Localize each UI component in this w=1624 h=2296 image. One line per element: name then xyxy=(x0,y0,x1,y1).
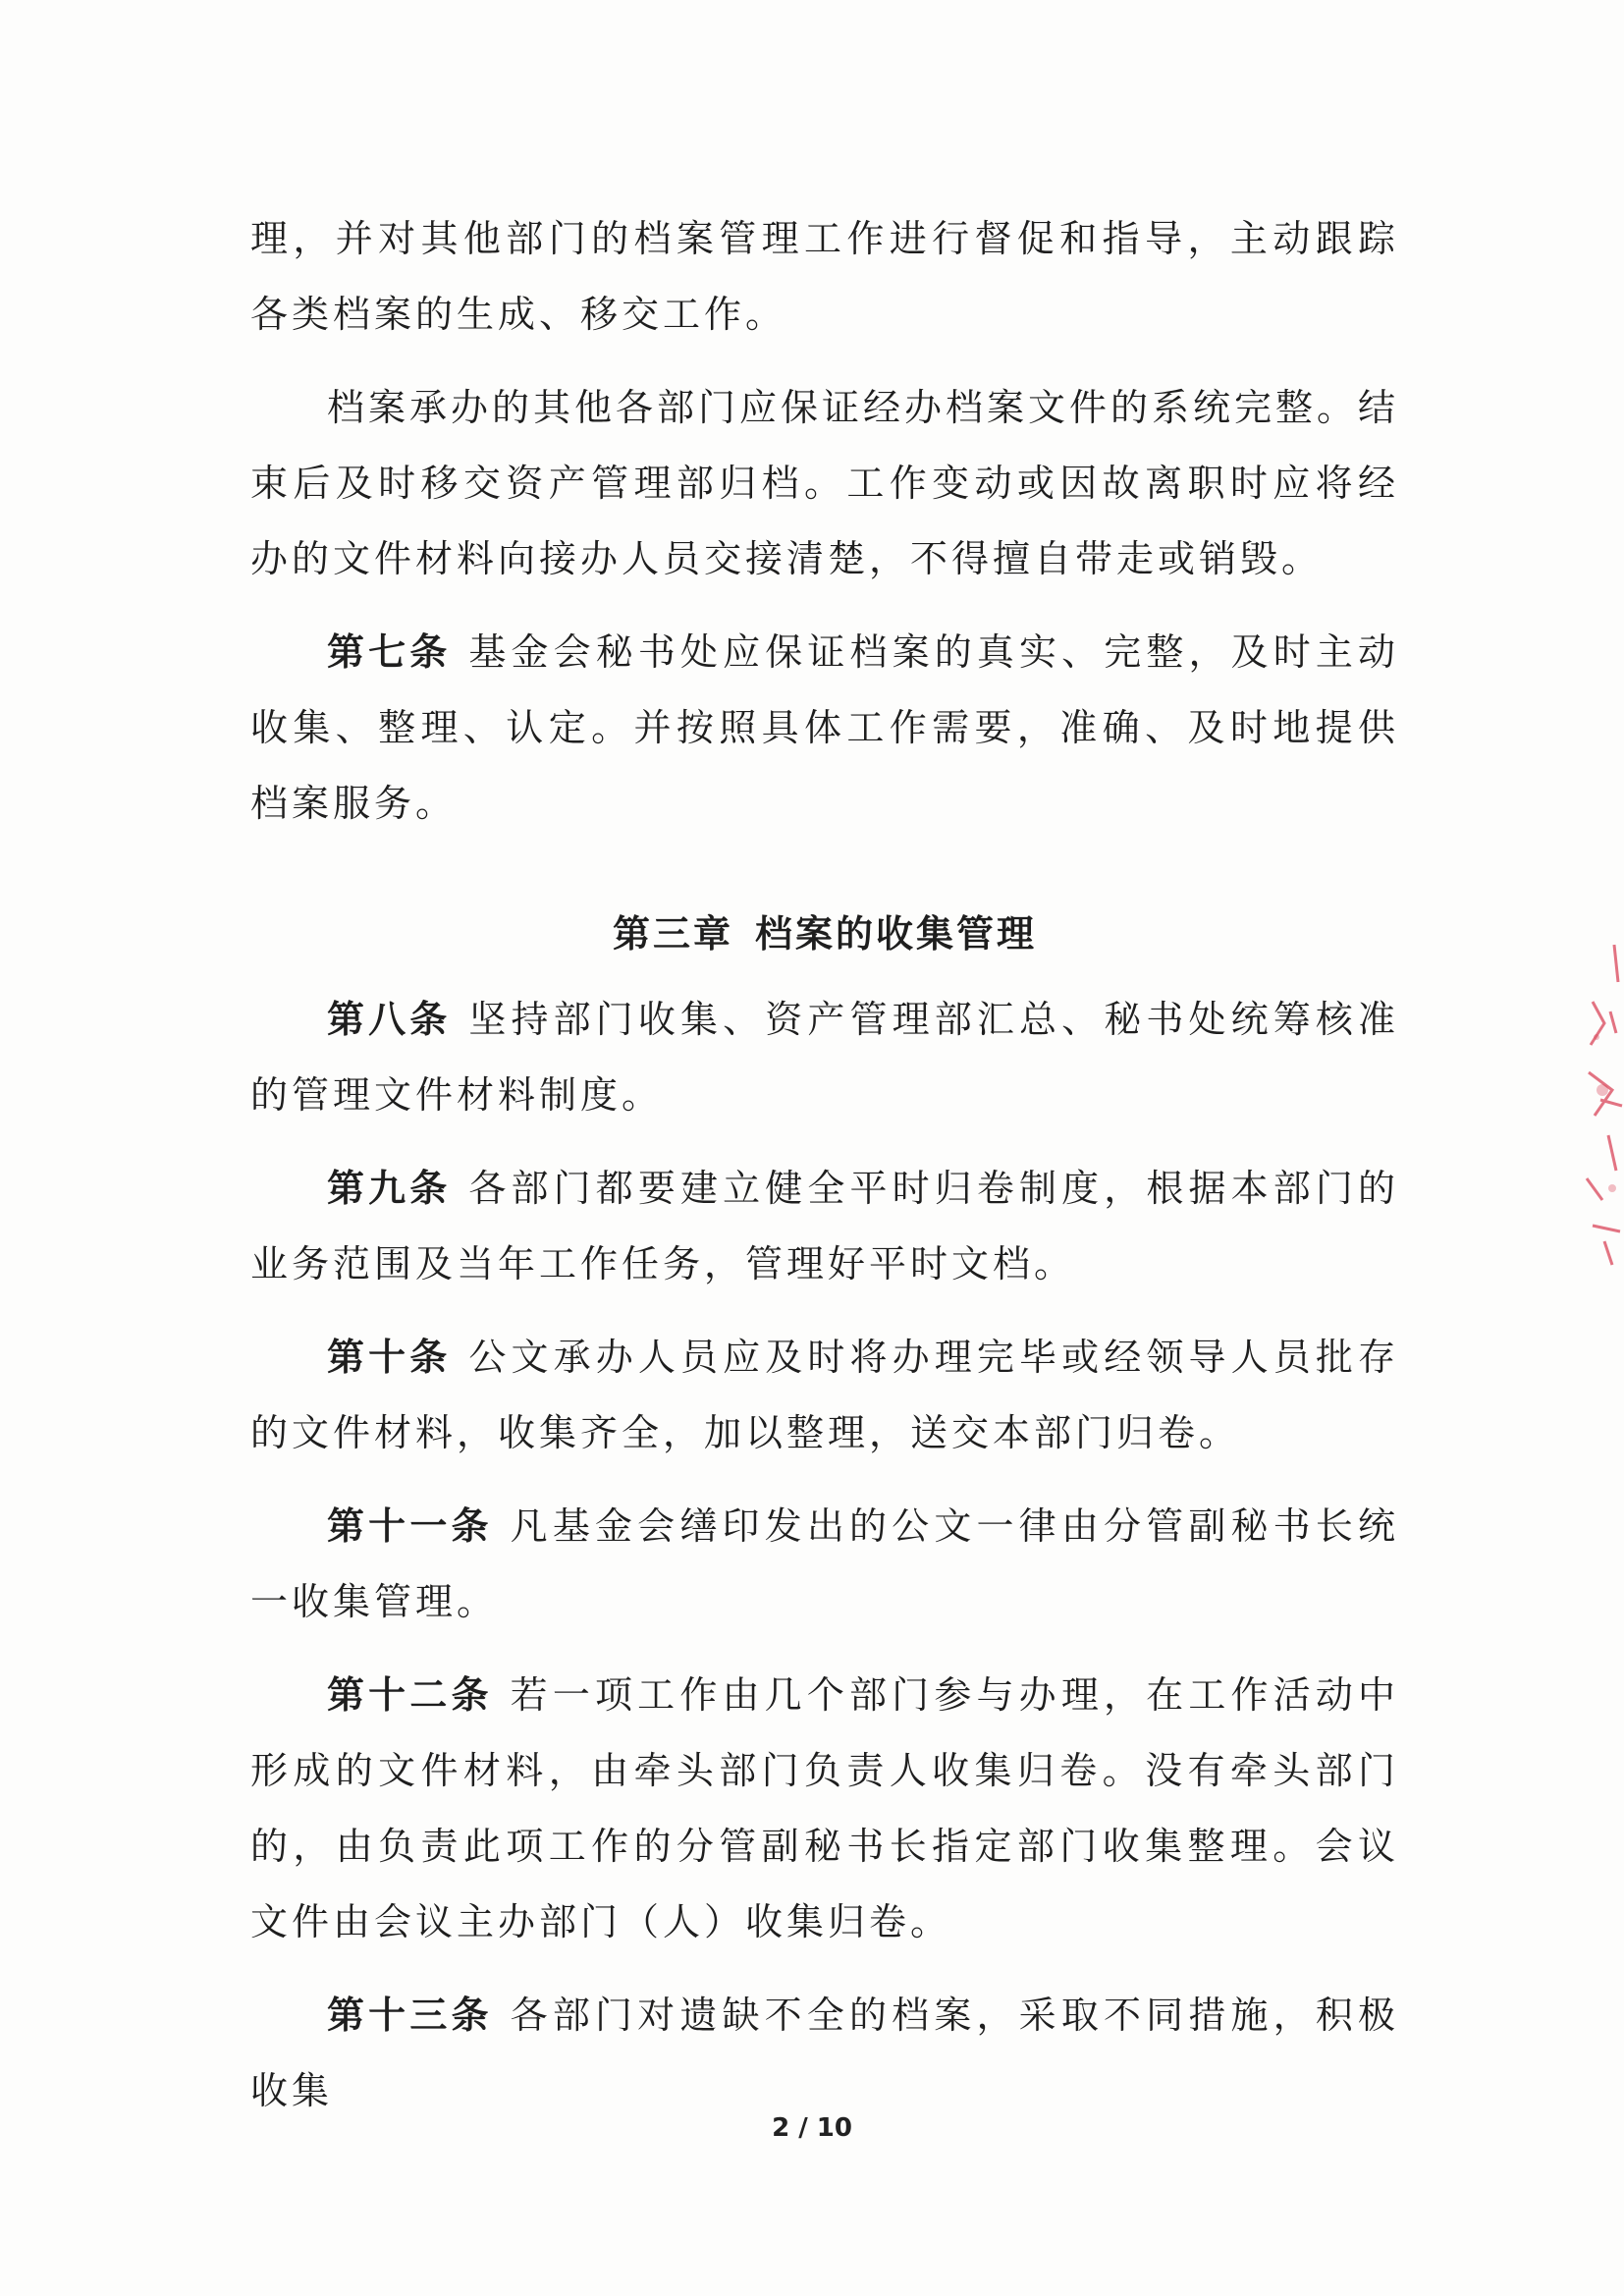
chapter-number: 第三章 xyxy=(612,912,733,956)
article-label: 第九条 xyxy=(327,1167,452,1210)
article-13 xyxy=(250,1978,1399,2129)
article-8 xyxy=(250,982,1399,1133)
article-11 xyxy=(250,1489,1399,1640)
article-12 xyxy=(250,1658,1399,1960)
article-text: 基金会秘书处应保证档案的真实、完整，及时主动收集、整理、认定。并按照具体工作需要，准确、及时地提供档案服务。 xyxy=(250,630,1399,825)
article-text: 凡基金会缮印发出的公文一律由分管副秘书长统一收集管理。 xyxy=(250,1504,1399,1623)
paragraph-text: 档案承办的其他各部门应保证经办档案文件的系统完整。结束后及时移交资产管理部归档。工作变动或因故离职时应将经办的文件材料向接办人员交接清楚，不得擅自带走或销毁。 xyxy=(250,386,1400,580)
chapter-title: 档案的收集管理 xyxy=(755,912,1038,956)
article-7 xyxy=(250,615,1399,842)
article-label: 第七条 xyxy=(327,630,452,674)
article-label: 第十条 xyxy=(327,1336,452,1379)
article-text: 坚持部门收集、资产管理部汇总、秘书处统筹核准的管理文件材料制度。 xyxy=(250,998,1399,1117)
article-text: 若一项工作由几个部门参与办理，在工作活动中形成的文件材料，由牵头部门负责人收集归卷。没有牵头部门的，由负责此项工作的分管副秘书长指定部门收集整理。会议文件由会议主办部门（人）收集归卷。 xyxy=(250,1673,1399,1943)
article-10 xyxy=(250,1320,1399,1471)
chapter-heading xyxy=(250,897,1399,972)
seal-stamp-edge xyxy=(1583,943,1624,1267)
article-label: 第八条 xyxy=(327,998,452,1041)
article-label: 第十二条 xyxy=(327,1673,493,1717)
article-label: 第十三条 xyxy=(327,1994,493,2037)
paragraph-2 xyxy=(250,370,1399,597)
paragraph-1 xyxy=(250,201,1399,353)
article-text: 各部门对遗缺不全的档案，采取不同措施，积极收集 xyxy=(250,1994,1399,2112)
document-body xyxy=(250,201,1399,2147)
paragraph-text: 理，并对其他部门的档案管理工作进行督促和指导，主动跟踪各类档案的生成、移交工作。 xyxy=(250,217,1399,336)
page-number: 2 / 10 xyxy=(772,2113,852,2143)
article-text: 公文承办人员应及时将办理完毕或经领导人员批存的文件材料，收集齐全，加以整理，送交本部门归卷。 xyxy=(250,1336,1399,1454)
article-text: 各部门都要建立健全平时归卷制度，根据本部门的业务范围及当年工作任务，管理好平时文档。 xyxy=(250,1167,1399,1285)
article-label: 第十一条 xyxy=(327,1504,493,1548)
article-9 xyxy=(250,1151,1399,1302)
